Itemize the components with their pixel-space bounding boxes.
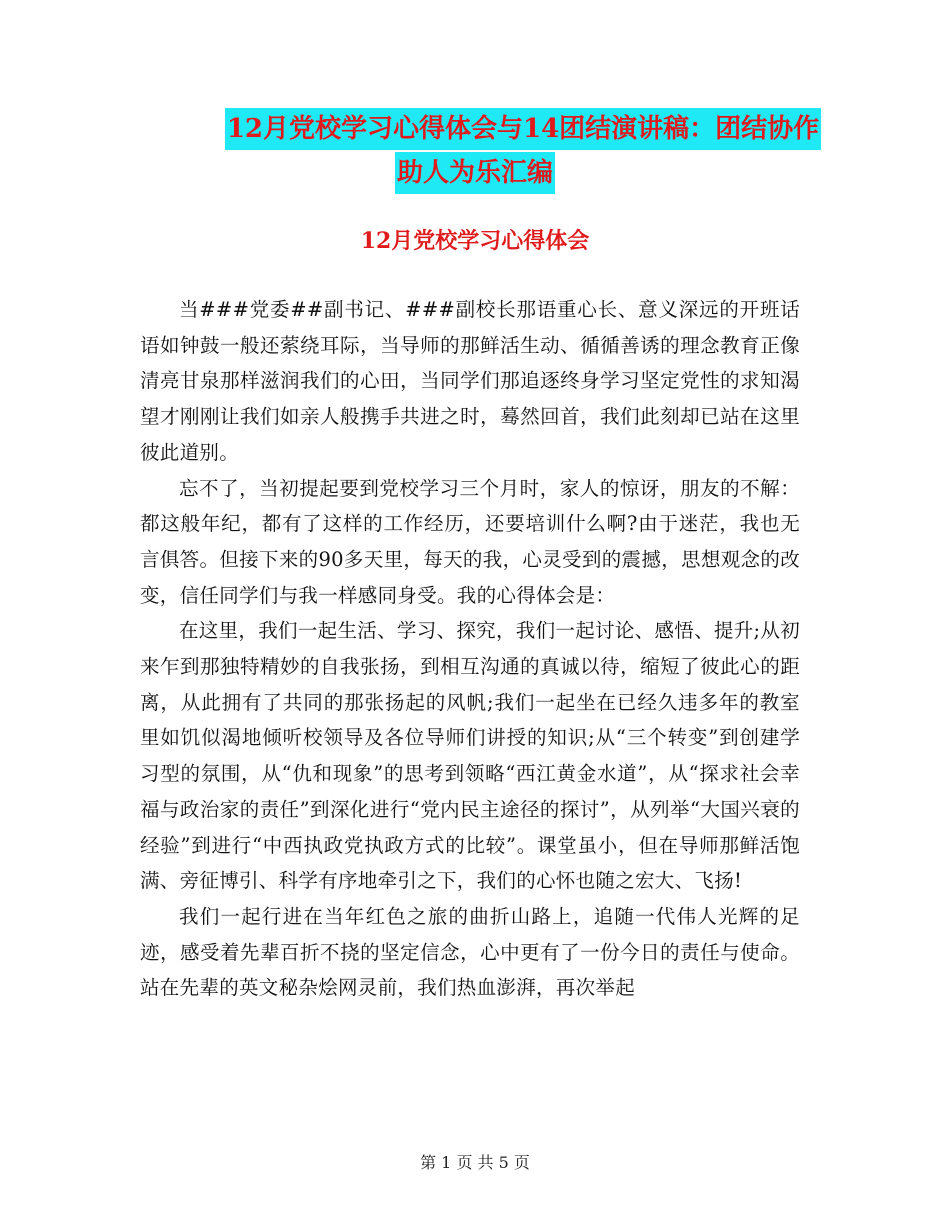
document-title-line-2 [0,160,950,186]
paragraph: 当###党委##副书记、###副校长那语重心长、意义深远的开班话语如钟鼓一般还萦绕耳际，当导师的那鲜活生动、循循善诱的理念教育正像清亮甘泉那样滋润我们的心田，当同学们那追逐终身学习坚定党性的求知渴望才刚刚让我们如亲人般携手共进之时，蓦然回首，我们此刻却已站在这里彼此道别。 [140,298,800,464]
paragraph: 我们一起行进在当年红色之旅的曲折山路上，追随一代伟人光辉的足迹，感受着先辈百折不挠的坚定信念，心中更有了一份今日的责任与使命。站在先辈的英文秘杂烩网灵前，我们热血澎湃，再次举起 [140,904,800,1000]
paragraph: 在这里，我们一起生活、学习、探究，我们一起讨论、感悟、提升;从初来乍到那独特精妙的自我张扬，到相互沟通的真诚以待，缩短了彼此心的距离，从此拥有了共同的那张扬起的风帆;我们一起坐在已经久违多年的教室里如饥似渴地倾听校领导及各位导师们讲授的知识;从“三个转变”到创建学习型的氛围，从“仇和现象”的思考到领略“西江黄金水道”，从“探求社会幸福与政治家的责任”到深化进行“党内民主途径的探讨”，从列举“大国兴衰的经验”到进行“中西执政党执政方式的比较”。课堂虽小，但在导师那鲜活饱满、旁征博引、科学有序地牵引之下，我们的心怀也随之宏大、飞扬! [140,619,800,893]
page-footer: 第 1 页 共 5 页 [420,1153,530,1172]
body-text [140,292,800,1006]
paragraph: 忘不了，当初提起要到党校学习三个月时，家人的惊讶，朋友的不解：都这般年纪，都有了这样的工作经历，还要培训什么啊?由于迷茫，我也无言俱答。但接下来的90多天里，每天的我，心灵受到的震撼，思想观念的改变，信任同学们与我一样感同身受。我的心得体会是： [140,476,800,607]
document-title-line-1 [0,116,950,142]
title-text-1: 12月党校学习心得体会与14团结演讲稿：团结协作 [225,108,821,150]
title-text-2: 助人为乐汇编 [395,152,555,194]
section-heading: 12月党校学习心得体会 [360,228,590,254]
